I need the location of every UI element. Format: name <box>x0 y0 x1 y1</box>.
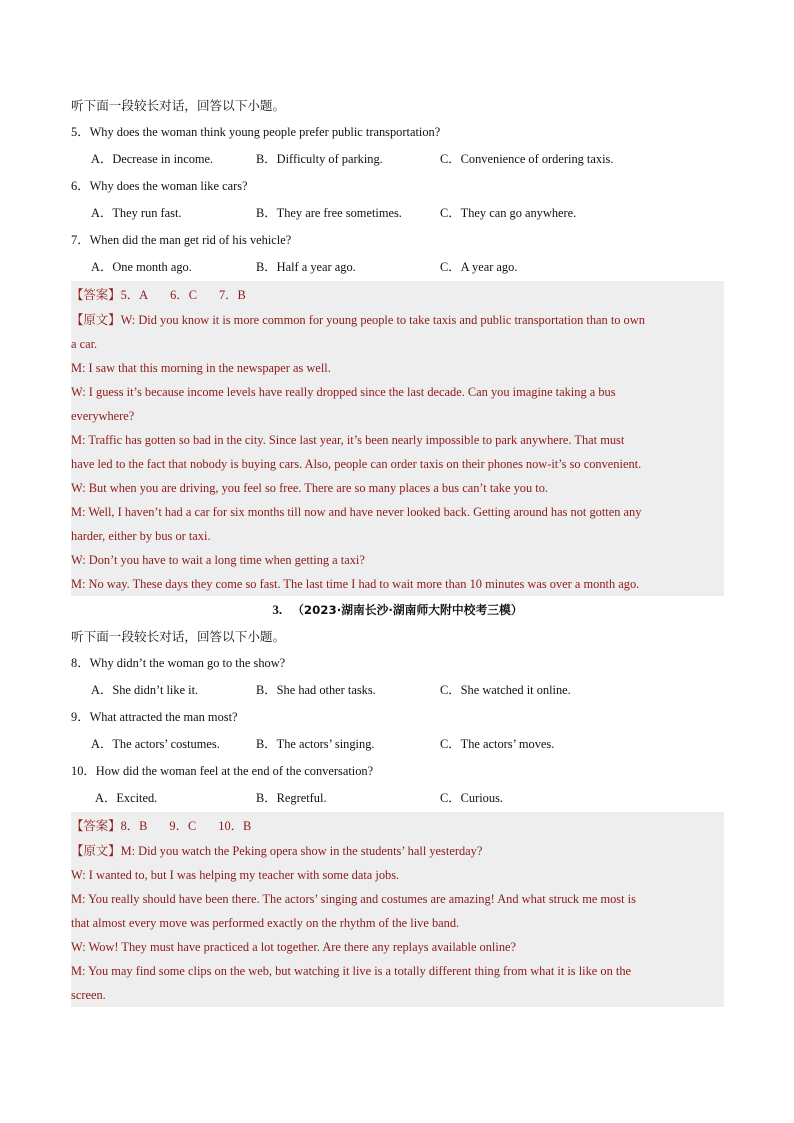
options-6 <box>71 200 724 227</box>
transcript-line: W: I wanted to, but I was helping my teacher with some data jobs. <box>71 868 400 882</box>
answer-line <box>71 812 724 839</box>
answer-item: 10．B <box>218 819 252 833</box>
question-9: 9．What attracted the man most? <box>71 710 238 724</box>
answer-box-1 <box>71 281 724 596</box>
transcript-line: everywhere? <box>71 409 135 423</box>
answer-line <box>71 281 724 308</box>
transcript-line: harder, either by bus or taxi. <box>71 529 211 543</box>
transcript-line <box>71 839 724 863</box>
answer-label: 【答案】 <box>71 287 121 302</box>
answer-label: 【答案】 <box>71 818 121 833</box>
transcript-line: W: Don’t you have to wait a long time when getting a taxi? <box>71 553 365 567</box>
transcript-line: M: You may find some clips on the web, but watching it live is a totally different thing from what it is like on the <box>71 964 632 978</box>
option-b: B．They are free sometimes. <box>256 206 402 220</box>
option-b: B．Difficulty of parking. <box>256 152 383 166</box>
option-c: C．She watched it online. <box>440 683 571 697</box>
transcript-line <box>71 308 724 332</box>
option-b: B．She had other tasks. <box>256 683 376 697</box>
options-5 <box>71 146 724 173</box>
transcript-line: screen. <box>71 988 106 1002</box>
option-a: A．The actors’ costumes. <box>91 737 220 751</box>
transcript-label: 【原文】 <box>71 312 121 327</box>
option-a: A．Excited. <box>95 791 158 805</box>
answer-item: 9．C <box>169 819 197 833</box>
option-a: A．They run fast. <box>91 206 182 220</box>
question-8: 8．Why didn’t the woman go to the show? <box>71 656 286 670</box>
question-7: 7．When did the man get rid of his vehicle? <box>71 233 292 247</box>
option-b: B．The actors’ singing. <box>256 737 375 751</box>
section-intro: 听下面一段较长对话，回答以下小题。 <box>71 629 286 644</box>
option-a: A．One month ago. <box>91 260 192 274</box>
option-a: A．Decrease in income. <box>91 152 214 166</box>
section-heading <box>71 596 724 623</box>
section-number: 3. <box>272 602 283 617</box>
options-10 <box>71 785 724 812</box>
section-source: （2023·湖南长沙·湖南师大附中校考三模） <box>292 603 523 617</box>
transcript-label: 【原文】 <box>71 843 121 858</box>
answer-item: 7．B <box>218 288 246 302</box>
options-9 <box>71 731 724 758</box>
document-page <box>71 92 724 1007</box>
transcript-line: W: But when you are driving, you feel so free. There are so many places a bus can’t take you to. <box>71 481 548 495</box>
transcript-text: W: Did you know it is more common for young people to take taxis and public transportation than to own <box>120 313 645 327</box>
answer-box-2 <box>71 812 724 1007</box>
option-c: C．A year ago. <box>440 260 518 274</box>
options-7 <box>71 254 724 281</box>
transcript-line: W: I guess it’s because income levels have really dropped since the last decade. Can you imagine taking a bus <box>71 385 616 399</box>
option-c: C．They can go anywhere. <box>440 206 577 220</box>
options-8 <box>71 677 724 704</box>
transcript-line: M: Well, I haven’t had a car for six months till now and have never looked back. Getting around has not gotten any <box>71 505 642 519</box>
transcript-line: that almost every move was performed exactly on the rhythm of the live band. <box>71 916 460 930</box>
option-c: C．Curious. <box>440 791 503 805</box>
transcript-line: M: I saw that this morning in the newspaper as well. <box>71 361 331 375</box>
question-10: 10．How did the woman feel at the end of the conversation? <box>71 764 374 778</box>
answer-item: 5．A <box>120 288 149 302</box>
transcript-line: have led to the fact that nobody is buying cars. Also, people can order taxis on their phones now-it’s so convenient. <box>71 457 642 471</box>
option-b: B．Half a year ago. <box>256 260 356 274</box>
transcript-text: M: Did you watch the Peking opera show in the students’ hall yesterday? <box>120 844 483 858</box>
option-c: C．The actors’ moves. <box>440 737 555 751</box>
transcript-line: M: No way. These days they come so fast. The last time I had to wait more than 10 minutes was over a month ago. <box>71 577 640 591</box>
option-c: C．Convenience of ordering taxis. <box>440 152 614 166</box>
question-5: 5．Why does the woman think young people prefer public transportation? <box>71 125 441 139</box>
section-intro: 听下面一段较长对话，回答以下小题。 <box>71 98 286 113</box>
answer-item: 6．C <box>170 288 197 302</box>
transcript-line: M: Traffic has gotten so bad in the city. Since last year, it’s been nearly impossible to park anywhere. That must <box>71 433 625 447</box>
transcript-line: W: Wow! They must have practiced a lot together. Are there any replays available online? <box>71 940 517 954</box>
transcript-line: a car. <box>71 337 98 351</box>
answer-item: 8．B <box>120 819 148 833</box>
option-a: A．She didn’t like it. <box>91 683 199 697</box>
transcript-line: M: You really should have been there. The actors’ singing and costumes are amazing! And what struck me most is <box>71 892 636 906</box>
question-6: 6．Why does the woman like cars? <box>71 179 248 193</box>
option-b: B．Regretful. <box>256 791 327 805</box>
